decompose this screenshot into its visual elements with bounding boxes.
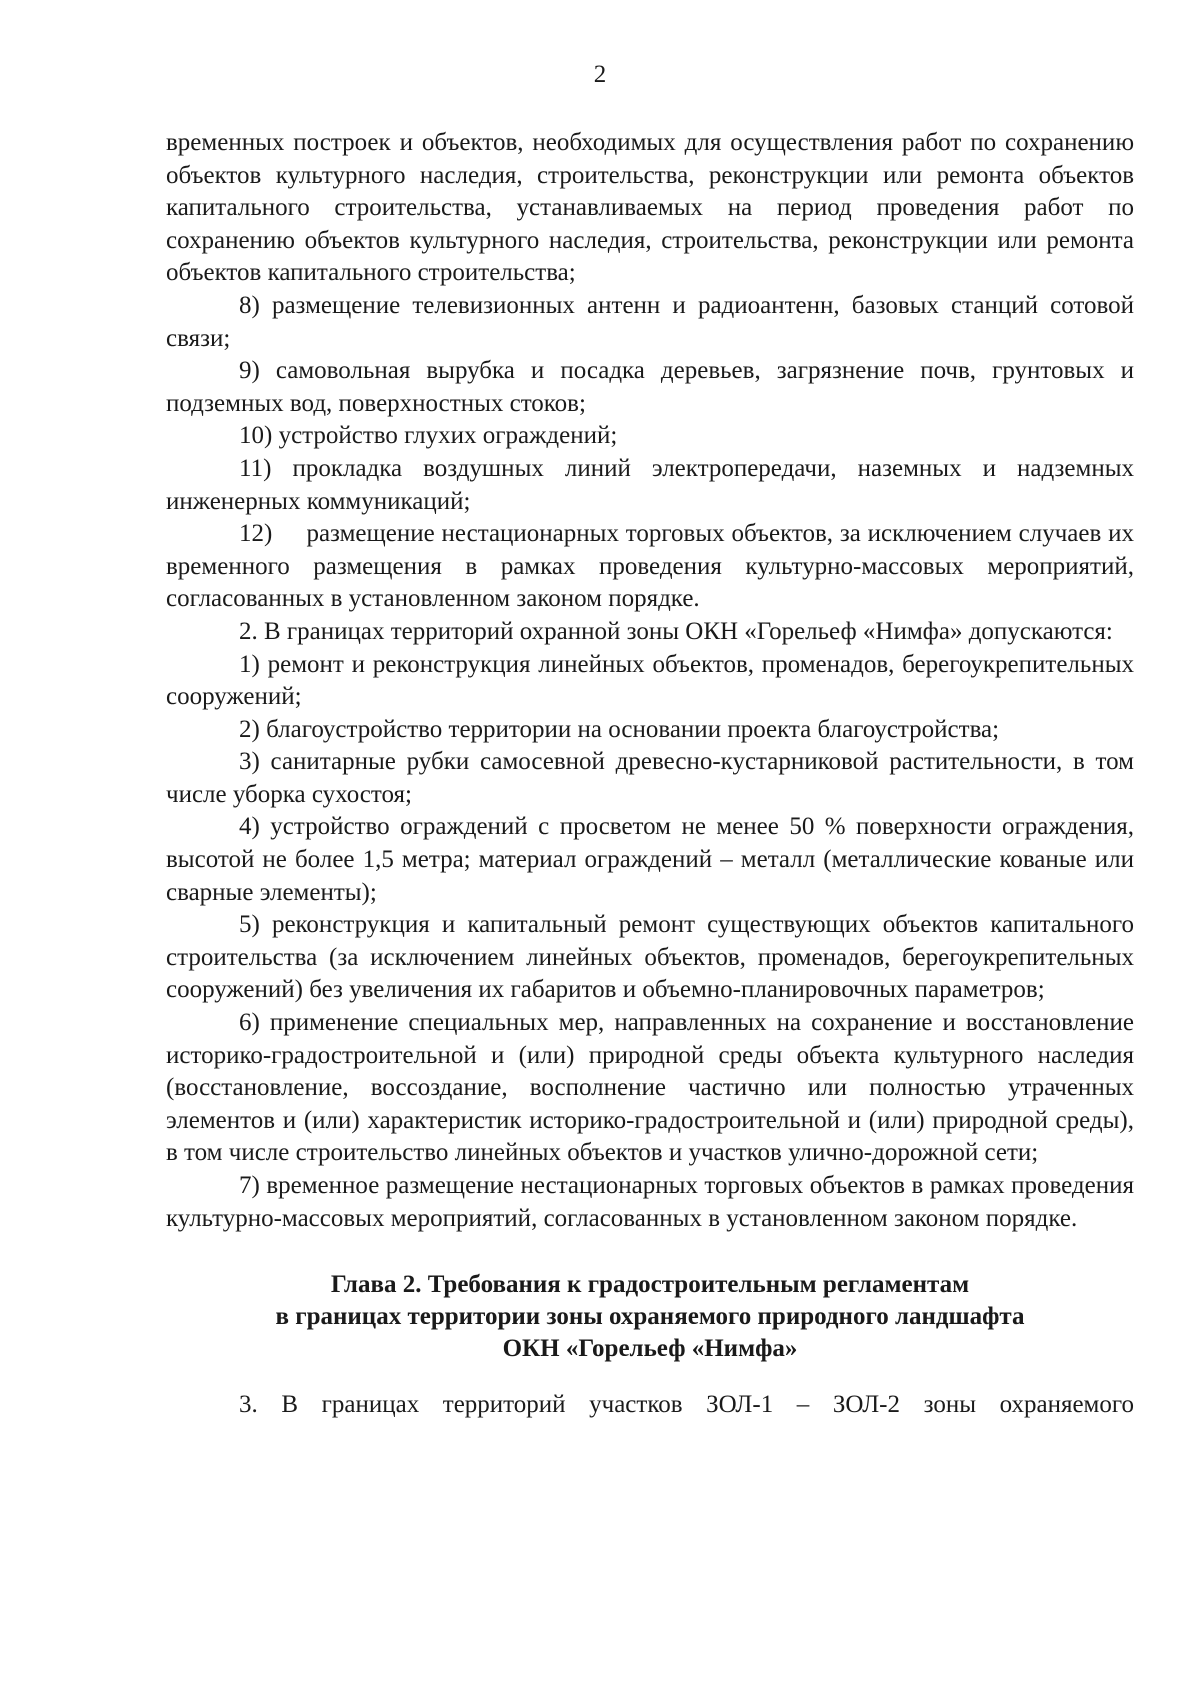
allowed-item-5: 5) реконструкция и капитальный ремонт существующих объектов капитального строительства (за исключением линейных объектов, променадов, берегоукрепительных сооружений) без увеличения их габаритов и объемно-планировочных параметров;: [166, 911, 1134, 1004]
list-item-8: 8) размещение телевизионных антенн и радиоантенн, базовых станций сотовой связи;: [166, 291, 1134, 352]
allowed-item-7: 7) временное размещение нестационарных торговых объектов в рамках проведения культурно-массовых мероприятий, согласованных в установленном законом порядке.: [166, 1172, 1134, 1232]
paragraph-continuation: временных построек и объектов, необходимых для осуществления работ по сохранению объектов культурного наследия, строительства, реконструкции или ремонта объектов капитального строительства, устанавливаемых на период проведения работ по сохранению объектов культурного наследия, строительства, реконструкции или ремонта объектов капитального строительства;: [166, 129, 1134, 287]
list-item-10: 10) устройство глухих ограждений;: [239, 422, 618, 450]
chapter-heading: [166, 1269, 1134, 1365]
allowed-item-6: 6) применение специальных мер, направленных на сохранение и восстановление историко-градостроительной и (или) природной среды объекта культурного наследия (восстановление, воссоздание, восполнение частично или полностью утраченных элементов и (или) характеристик историко-градостроительной и (или) природной среды), в том числе строительство линейных объектов и участков улично-дорожной сети;: [166, 1009, 1134, 1167]
section-3-start: 3. В границах территорий участков ЗОЛ-1 – ЗОЛ-2 зоны охраняемого: [239, 1391, 1134, 1419]
section-2-intro: 2. В границах территорий охранной зоны ОКН «Горельеф «Нимфа» допускаются:: [239, 617, 1113, 645]
chapter-heading-line-2: в границах территории зоны охраняемого природного ландшафта: [275, 1303, 1025, 1331]
document-body: [166, 127, 1141, 1422]
chapter-heading-line-1: Глава 2. Требования к градостроительным регламентам: [330, 1271, 970, 1299]
page-number: 2: [593, 61, 607, 88]
list-item-12: 12) размещение нестационарных торговых объектов, за исключением случаев их временного размещения в рамках проведения культурно-массовых мероприятий, согласованных в установленном законом порядке.: [166, 520, 1141, 613]
allowed-item-3: 3) санитарные рубки самосевной древесно-кустарниковой растительности, в том числе уборка сухостоя;: [166, 748, 1134, 808]
chapter-heading-line-3: ОКН «Горельеф «Нимфа»: [502, 1335, 798, 1363]
allowed-item-1: 1) ремонт и реконструкция линейных объектов, променадов, берегоукрепительных сооружений;: [166, 650, 1134, 711]
list-item-9: 9) самовольная вырубка и посадка деревьев, загрязнение почв, грунтовых и подземных вод, поверхностных стоков;: [166, 357, 1134, 417]
allowed-item-4: 4) устройство ограждений с просветом не менее 50 % поверхности ограждения, высотой не более 1,5 метра; материал ограждений – металл (металлические кованые или сварные элементы);: [166, 813, 1134, 906]
list-item-11: 11) прокладка воздушных линий электропередачи, наземных и надземных инженерных коммуникаций;: [166, 454, 1134, 515]
allowed-item-2: 2) благоустройство территории на основании проекта благоустройства;: [239, 715, 1000, 743]
